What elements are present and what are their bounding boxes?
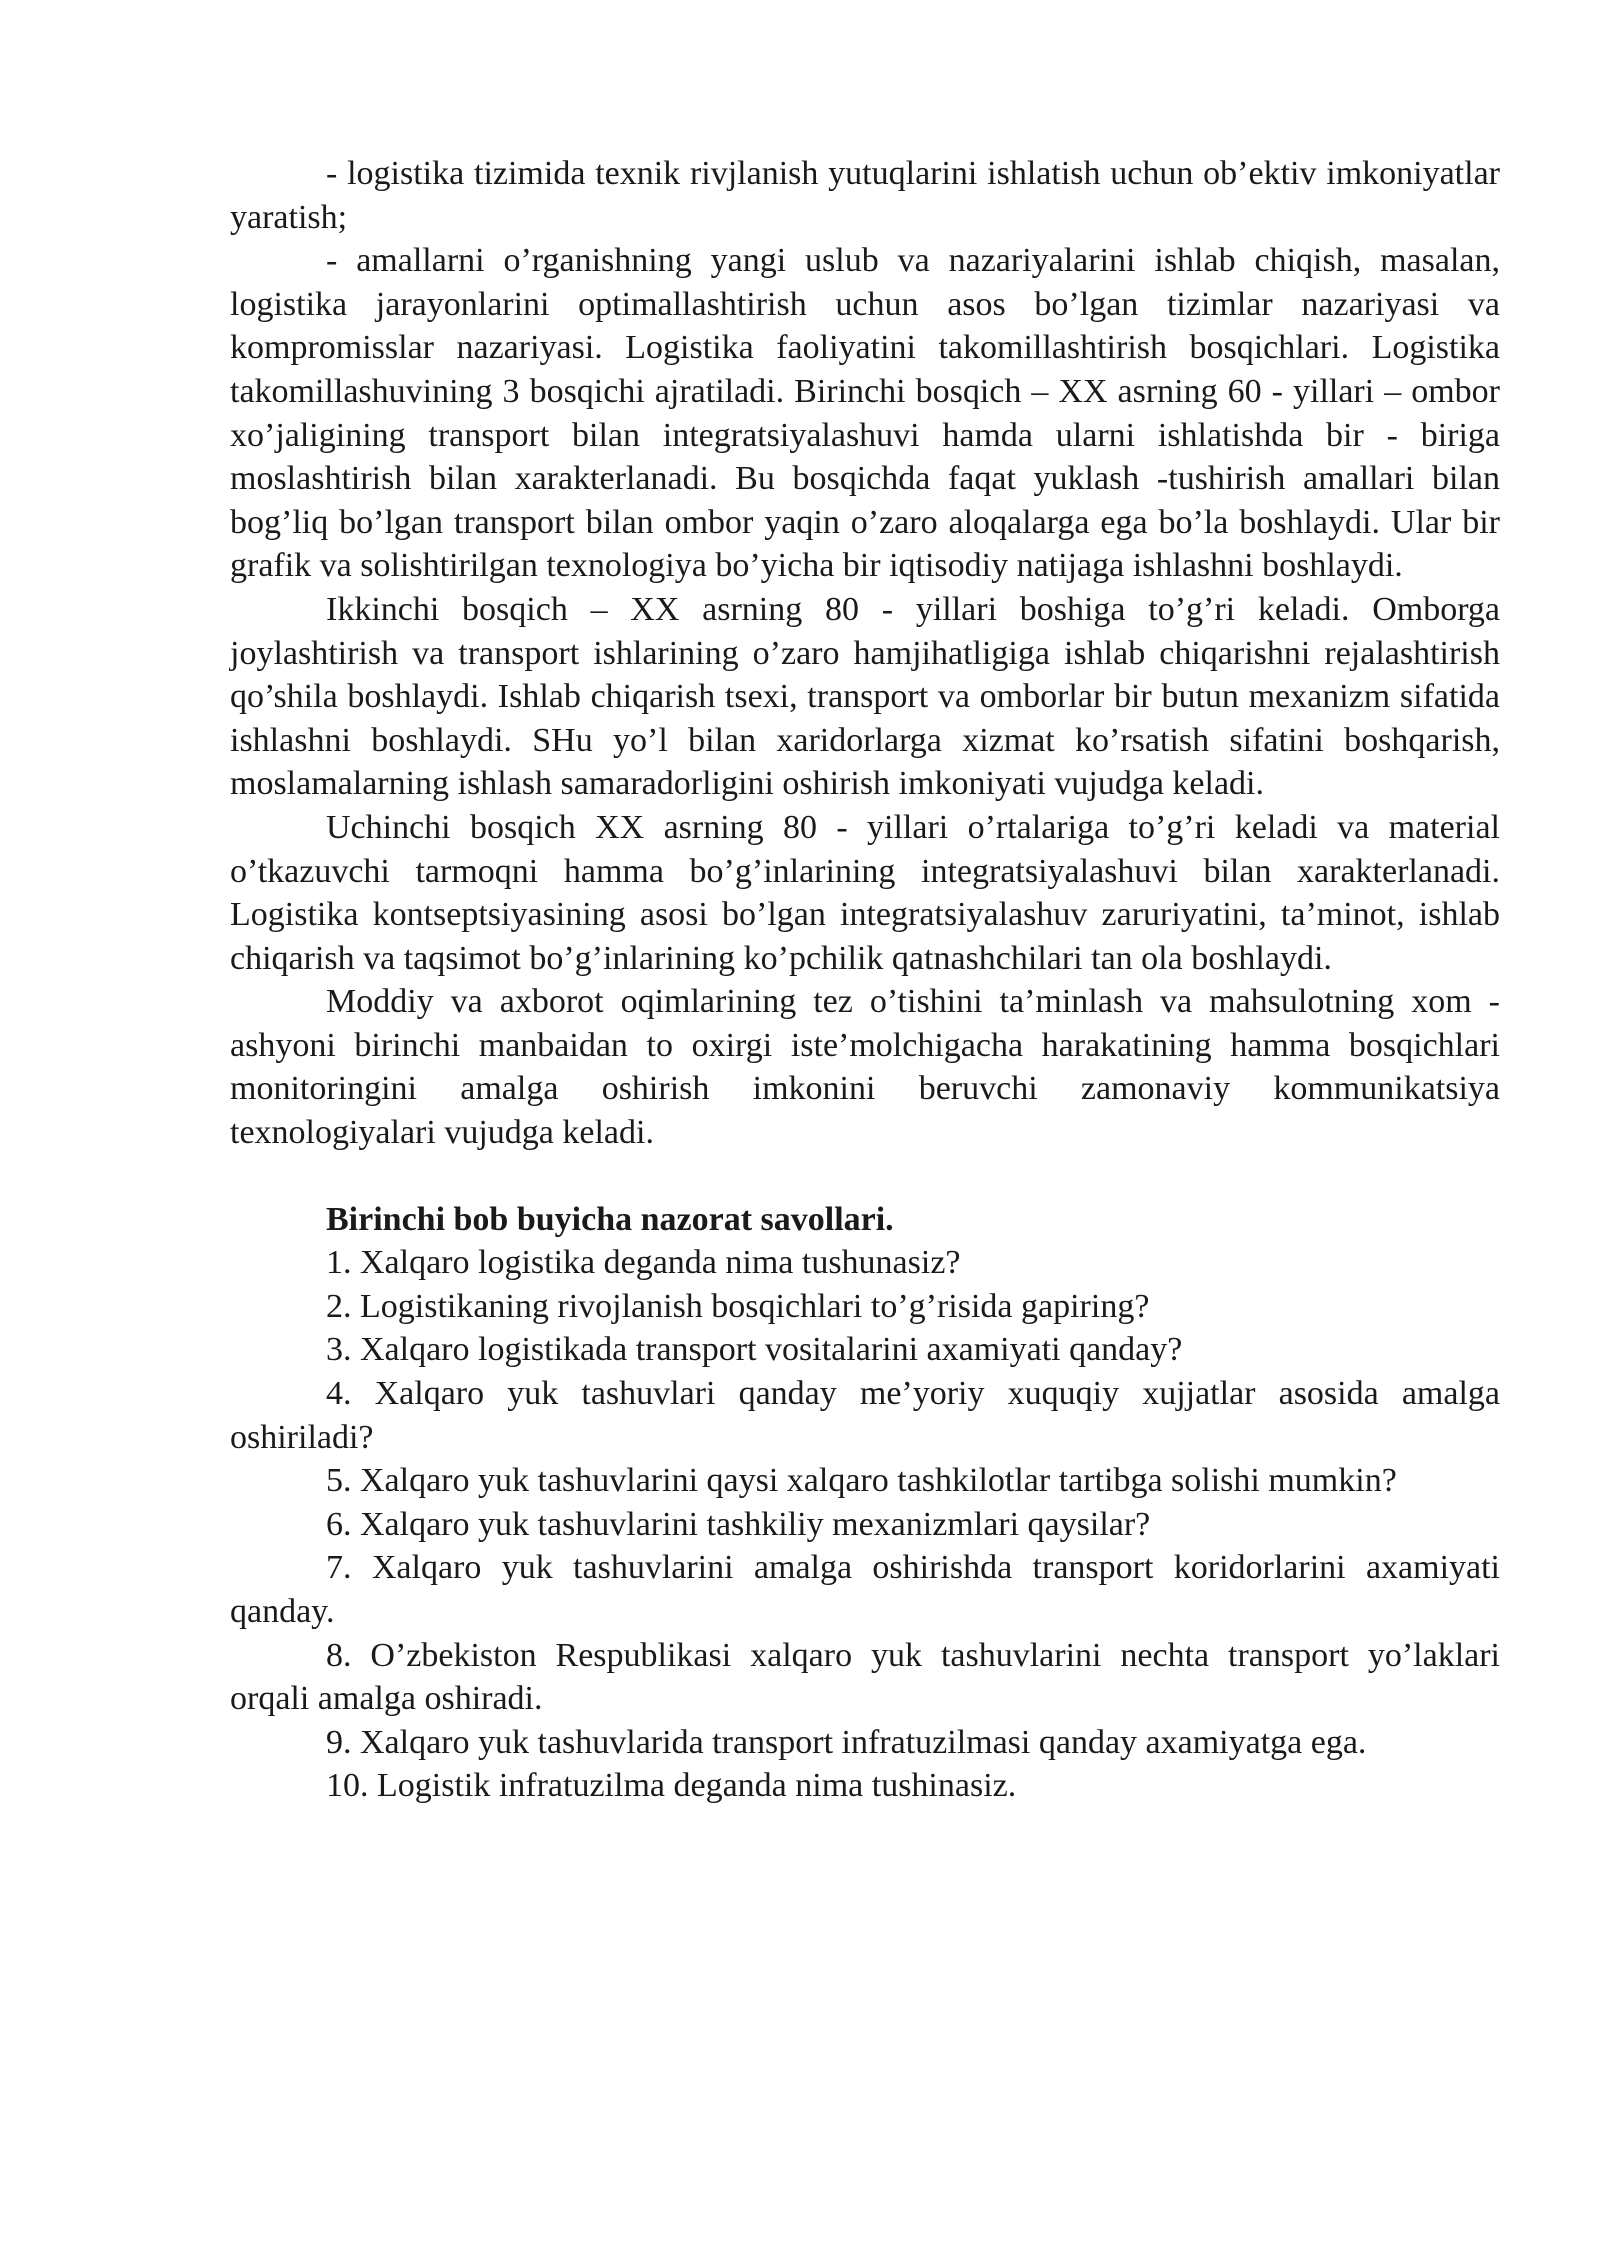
body-paragraph: Moddiy va axborot oqimlarining tez o’tishini ta’minlash va mahsulotning xom - ashyoni birinchi manbaidan to oxirgi iste’molchigacha harakatining hamma bosqichlari monitoringini amalga oshirish imkonini beruvchi zamonaviy kommunikatsiya texnologiyalari vujudga keladi. <box>230 983 1500 1152</box>
body-paragraph: Ikkinchi bosqich – XX asrning 80 - yillari boshiga to’g’ri keladi. Omborga joylashtirish va transport ishlarining o’zaro hamjihatligiga ishlab chiqarishni rejalashtirish qo’shila boshlaydi. Ishlab chiqarish tsexi, transport va omborlar bir butun mexanizm sifatida ishlashni boshlaydi. SHu yo’l bilan xaridorlarga xizmat ko’rsatish sifatini boshqarish, moslamalarning ishlash samaradorligini oshirish imkoniyati vujudga keladi. <box>230 590 1500 803</box>
question-item: 2. Logistikaning rivojlanish bosqichlari to’g’risida gapiring? <box>326 1287 1150 1325</box>
questions-heading: Birinchi bob buyicha nazorat savollari. <box>326 1200 894 1238</box>
question-item: 5. Xalqaro yuk tashuvlarini qaysi xalqaro tashkilotlar tartibga solishi mumkin? <box>326 1462 1397 1500</box>
question-item: 10. Logistik infratuzilma deganda nima tushinasiz. <box>326 1767 1017 1805</box>
question-item: 7. Xalqaro yuk tashuvlarini amalga oshirishda transport koridorlarini axamiyati qanday. <box>230 1549 1500 1630</box>
document-page <box>230 152 1500 1808</box>
body-paragraph: Uchinchi bosqich XX asrning 80 - yillari o’rtalariga to’g’ri keladi va material o’tkazuvchi tarmoqni hamma bo’g’inlarining integratsiyalashuvi bilan xarakterlanadi. Logistika kontseptsiyasining asosi bo’lgan integratsiyalashuv zaruriyatini, ta’minot, ishlab chiqarish va taqsimot bo’g’inlarining ko’pchilik qatnashchilari tan ola boshlaydi. <box>230 808 1500 977</box>
question-item: 8. O’zbekiston Respublikasi xalqaro yuk tashuvlarini nechta transport yo’laklari orqali amalga oshiradi. <box>230 1636 1500 1718</box>
body-paragraph: - logistika tizimida texnik rivjlanish yutuqlarini ishlatish uchun ob’ektiv imkoniyatlar yaratish; <box>230 155 1500 236</box>
question-item: 4. Xalqaro yuk tashuvlari qanday me’yoriy xuquqiy xujjatlar asosida amalga oshiriladi? <box>230 1375 1500 1456</box>
question-item: 3. Xalqaro logistikada transport vositalarini axamiyati qanday? <box>326 1331 1183 1369</box>
question-item: 9. Xalqaro yuk tashuvlarida transport infratuzilmasi qanday axamiyatga ega. <box>326 1723 1367 1761</box>
question-item: 6. Xalqaro yuk tashuvlarini tashkiliy mexanizmlari qaysilar? <box>326 1505 1151 1543</box>
body-paragraph: - amallarni o’rganishning yangi uslub va nazariyalarini ishlab chiqish, masalan, logistika jarayonlarini optimallashtirish uchun asos bo’lgan tizimlar nazariyasi va kompromisslar nazariyasi. Logistika faoliyatini takomillashtirish bosqichlari. Logistika takomillashuvining 3 bosqichi ajratiladi. Birinchi bosqich – XX asrning 60 - yillari – ombor xo’jaligining transport bilan integratsiyalashuvi hamda ularni ishlatishda bir - biriga moslashtirish bilan xarakterlanadi. Bu bosqichda faqat yuklash -tushirish amallari bilan bog’liq bo’lgan transport bilan ombor yaqin o’zaro aloqalarga ega bo’la boshlaydi. Ular bir grafik va solishtirilgan texnologiya bo’yicha bir iqtisodiy natijaga ishlashni boshlaydi. <box>230 242 1500 585</box>
question-item: 1. Xalqaro logistika deganda nima tushunasiz? <box>326 1244 961 1282</box>
questions-list <box>230 1241 1500 1808</box>
